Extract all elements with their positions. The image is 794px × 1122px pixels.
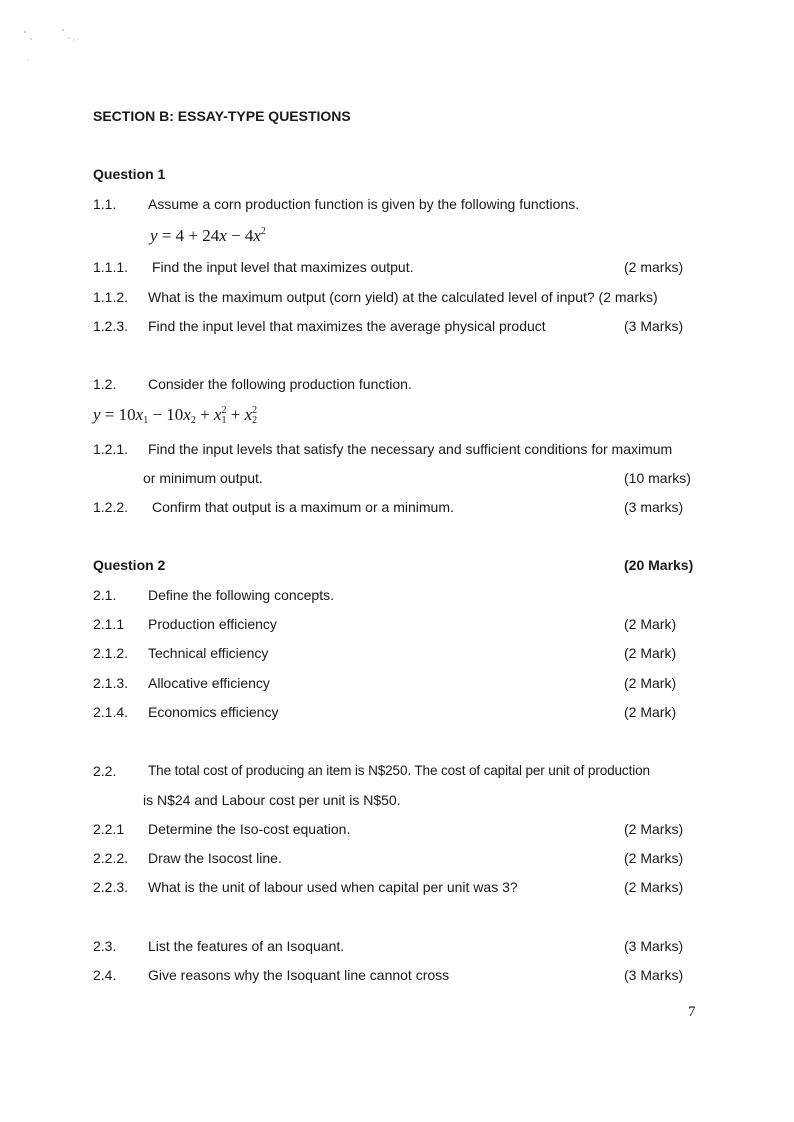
item-number: 2.2. — [93, 763, 117, 779]
item-marks: (2 Marks) — [624, 821, 684, 837]
item-number: 1.2.2. — [93, 499, 129, 515]
item-marks: (10 marks) — [624, 470, 691, 486]
item-number: 2.2.1 — [93, 821, 125, 837]
item-text: Assume a corn production function is given by the following functions. — [148, 196, 580, 212]
item-marks: (2 Mark) — [624, 616, 677, 632]
item-number: 1.2.1. — [93, 441, 129, 457]
item-text: Allocative efficiency — [148, 675, 270, 691]
item-number: 1.2. — [93, 376, 117, 392]
item-marks: (3 marks) — [624, 499, 684, 515]
item-marks: (2 Mark) — [624, 675, 677, 691]
item-number: 2.4. — [93, 967, 117, 983]
question-2-heading: Question 2 — [93, 557, 166, 573]
item-number: 2.1.2. — [93, 645, 129, 661]
item-marks: (2 Mark) — [624, 704, 677, 720]
scan-specks — [22, 26, 92, 66]
item-marks: (2 Mark) — [624, 645, 677, 661]
item-text-continued: is N$24 and Labour cost per unit is N$50. — [143, 792, 401, 808]
item-number: 1.1. — [93, 196, 117, 212]
page-number: 7 — [688, 1004, 696, 1020]
item-number: 1.1.2. — [93, 289, 129, 305]
item-number: 1.1.1. — [93, 259, 129, 275]
item-text: The total cost of producing an item is N$250. The cost of capital per unit of production — [148, 763, 650, 778]
item-text: Give reasons why the Isoquant line cannot cross — [148, 967, 450, 983]
item-text: Draw the Isocost line. — [148, 850, 282, 866]
item-text: What is the unit of labour used when capital per unit was 3? — [148, 879, 518, 895]
item-text: Consider the following production function. — [148, 376, 412, 392]
item-text: Economics efficiency — [148, 704, 279, 720]
item-text: List the features of an Isoquant. — [148, 938, 345, 954]
item-text: Find the input level that maximizes the average physical product — [148, 318, 546, 334]
item-number: 2.1.4. — [93, 704, 129, 720]
item-marks: (3 Marks) — [624, 967, 684, 983]
item-text: Production efficiency — [148, 616, 277, 632]
equation-corn-production: $y = 4 + 24x - 4x^2$ — [150, 226, 266, 245]
item-number: 2.1.1 — [93, 616, 125, 632]
item-marks: (2 marks) — [624, 259, 684, 275]
item-text: Find the input level that maximizes output. — [152, 259, 414, 275]
question-1-heading: Question 1 — [93, 166, 166, 182]
item-text: Confirm that output is a maximum or a minimum. — [152, 499, 454, 515]
item-marks: (3 Marks) — [624, 938, 684, 954]
equation-production-function: $y = 10x_1 - 10x_2 + x_1^2 + x_2^2$ — [93, 405, 258, 426]
item-marks: (3 Marks) — [624, 318, 684, 334]
item-text: Technical efficiency — [148, 645, 269, 661]
item-number: 2.2.2. — [93, 850, 129, 866]
item-number: 2.1. — [93, 587, 117, 603]
item-text: Find the input levels that satisfy the necessary and sufficient conditions for maximum — [148, 441, 673, 457]
section-title: SECTION B: ESSAY-TYPE QUESTIONS — [93, 108, 351, 124]
item-number: 2.2.3. — [93, 879, 129, 895]
question-2-marks: (20 Marks) — [624, 557, 694, 573]
item-text: Determine the Iso-cost equation. — [148, 821, 351, 837]
item-marks: (2 Marks) — [624, 879, 684, 895]
item-text-continued: or minimum output. — [143, 470, 263, 486]
item-marks: (2 Marks) — [624, 850, 684, 866]
item-text: What is the maximum output (corn yield) at the calculated level of input? (2 marks) — [148, 289, 658, 305]
item-number: 2.1.3. — [93, 675, 129, 691]
item-number: 2.3. — [93, 938, 117, 954]
item-number: 1.2.3. — [93, 318, 129, 334]
item-text: Define the following concepts. — [148, 587, 334, 603]
